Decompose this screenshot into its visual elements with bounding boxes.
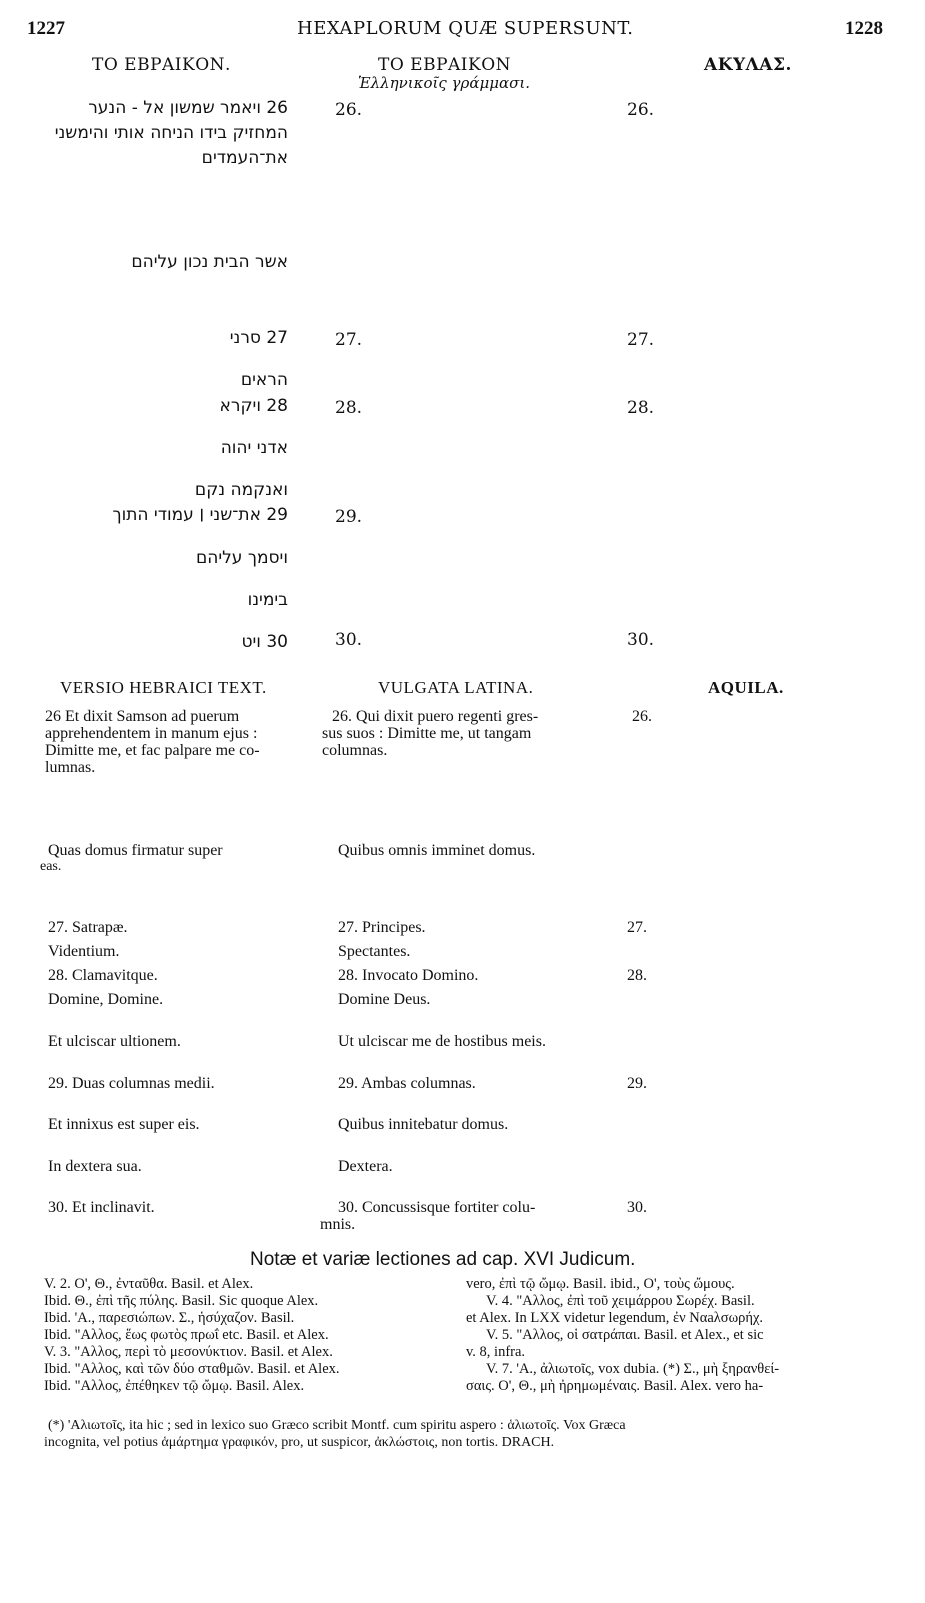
hebrew-line-9: ואנקמה נקם [194,480,288,500]
aquila-lower-29: 29. [627,1075,647,1092]
vulgata-row-10: mnis. [320,1216,356,1233]
versio-row-1: 27. Satrapæ. [48,919,128,936]
hebrew-column-header: ΤΟ ΕΒΡΑΙΚΟΝ. [92,55,231,75]
transliteration-verse-26: 26. [335,100,363,120]
versio-row-3: 28. Clamavitque. [48,967,158,984]
page-number-right: 1228 [845,18,883,39]
notes-right-line-6: V. 7. 'Α., ἀλιωτοῖς, vox dubia. (*) Σ., μὴ ξηρανθεί- [486,1361,780,1377]
hebrew-line-10: 29 את־שני ׀ עמודי התוך [112,505,288,525]
vulgata-row-7: Quibus innitebatur domus. [338,1116,509,1133]
hebrew-line-13: 30 ויט [241,632,288,652]
versio-26-line-2: apprehendentem in manum ejus : [45,725,258,742]
vulgata-26-line-1: 26. Qui dixit puero regenti gres- [332,708,539,725]
vulgata-26-line-2: sus suos : Dimitte me, ut tangam [322,725,532,742]
aquila-verse-27: 27. [627,330,655,350]
vulgata-quibus: Quibus omnis imminet domus. [338,842,536,859]
hebrew-line-6: הראים [240,370,288,390]
transliteration-verse-30: 30. [335,630,363,650]
hebrew-line-3: את־העמדים [201,148,288,168]
aquila-lower-27: 27. [627,919,647,936]
notes-right-line-4: V. 5. "Αλλος, οἱ σατράπαι. Basil. et Alex., et sic [486,1327,764,1343]
vulgata-column-header: VULGATA LATINA. [378,678,534,697]
hebrew-line-1: 26 ויאמר שמשון אל - הנער [88,98,288,118]
vulgata-26-line-3: columnas. [322,742,388,759]
versio-quas-line-1: Quas domus firmatur super [48,842,223,859]
transliteration-column-header: ΤΟ ΕΒΡΑΙΚΟΝ [378,55,512,75]
versio-row-9: 30. Et inclinavit. [48,1199,155,1216]
aquila-column-header: ΑΚΥΛΑΣ. [704,55,792,75]
footnote-line-1: (*) 'Αλιωτοῖς, ita hic ; sed in lexico suo Græco scribit Montf. cum spiritu aspero : ἁλιωτοῖς. Vox Græca [48,1418,626,1433]
hebrew-line-4: אשר הבית נכון עליהם [131,252,288,272]
versio-quas-line-2: eas. [40,859,62,874]
notes-left-line-2: Ibid. Θ., ἐπὶ τῆς πύλης. Basil. Sic quoque Alex. [44,1293,319,1309]
versio-row-6: 29. Duas columnas medii. [48,1075,215,1092]
aquila-lower-30: 30. [627,1199,647,1216]
vulgata-row-1: 27. Principes. [338,919,426,936]
notes-left-line-3: Ibid. 'Α., παρεσιώπων. Σ., ἡσύχαζον. Basil. [44,1310,295,1326]
notes-title: Notæ et variæ lectiones ad cap. XVI Judicum. [250,1249,636,1270]
hebrew-line-7: 28 ויקרא [219,396,288,416]
transliteration-verse-27: 27. [335,330,363,350]
versio-row-2: Videntium. [48,943,120,960]
notes-left-line-5: V. 3. "Αλλος, περὶ τὸ μεσονύκτιον. Basil. et Alex. [44,1344,333,1360]
notes-right-line-7: σαις. Ο', Θ., μὴ ἠρημωμέναις. Basil. Alex. vero ha- [466,1378,764,1394]
aquila-lower-28: 28. [627,967,647,984]
aquila-verse-26: 26. [627,100,655,120]
hebrew-line-5: 27 סרני [229,328,288,348]
aquila-lower-header: AQUILA. [708,678,784,697]
notes-left-line-1: V. 2. Ο', Θ., ἐνταῦθα. Basil. et Alex. [44,1276,254,1292]
vulgata-row-8: Dextera. [338,1158,393,1175]
notes-left-line-4: Ibid. "Αλλος, ἕως φωτὸς πρωΐ etc. Basil. et Alex. [44,1327,329,1343]
vulgata-row-3: 28. Invocato Domino. [338,967,479,984]
versio-column-header: VERSIO HEBRAICI TEXT. [60,678,267,697]
notes-left-line-7: Ibid. "Αλλος, ἐπέθηκεν τῷ ὤμῳ. Basil. Alex. [44,1378,305,1394]
hebrew-line-8: אדני יהוה [220,438,288,458]
versio-row-5: Et ulciscar ultionem. [48,1033,181,1050]
versio-row-7: Et innixus est super eis. [48,1116,200,1133]
notes-right-line-2: V. 4. "Αλλος, ἐπὶ τοῦ χειμάρρου Σωρέχ. Basil. [486,1293,755,1309]
hebrew-line-11: ויסמך עליהם [195,548,288,568]
vulgata-row-4: Domine Deus. [338,991,431,1008]
hebrew-line-2: המחזיק בידו הניחה אותי והימשני [54,123,288,143]
vulgata-row-5: Ut ulciscar me de hostibus meis. [338,1033,546,1050]
aquila-verse-28: 28. [627,398,655,418]
versio-row-8: In dextera sua. [48,1158,142,1175]
notes-right-line-5: v. 8, infra. [466,1344,526,1360]
transliteration-verse-29: 29. [335,507,363,527]
vulgata-row-9: 30. Concussisque fortiter colu- [338,1199,536,1216]
notes-left-line-6: Ibid. "Αλλος, καὶ τῶν δύο σταθμῶν. Basil. et Alex. [44,1361,340,1377]
versio-26-line-1: 26 Et dixit Samson ad puerum [45,708,240,725]
page-number-left: 1227 [27,18,65,39]
transliteration-verse-28: 28. [335,398,363,418]
running-title: HEXAPLORUM QUÆ SUPERSUNT. [297,18,634,39]
hebrew-line-12: בימינו [247,590,288,610]
versio-row-4: Domine, Domine. [48,991,164,1008]
footnote-line-2: incognita, vel potius ἁμάρτημα γραφικόν, pro, ut suspicor, ἀκλώστοις, non tortis. DRACH. [44,1435,555,1450]
vulgata-row-2: Spectantes. [338,943,411,960]
vulgata-row-6: 29. Ambas columnas. [338,1075,476,1092]
notes-right-line-3: et Alex. In LXX videtur legendum, ἐν Ναaλσωρήχ. [466,1310,764,1326]
transliteration-column-subheader: Ἑλληνικοῖς γράμμασι. [358,74,530,92]
versio-26-line-4: lumnas. [45,759,96,776]
aquila-lower-26: 26. [632,708,652,725]
aquila-verse-30: 30. [627,630,655,650]
versio-26-line-3: Dimitte me, et fac palpare me co- [45,742,260,759]
notes-right-line-1: vero, ἐπὶ τῷ ὤμῳ. Basil. ibid., Ο', τοὺς ὤμους. [466,1276,735,1292]
